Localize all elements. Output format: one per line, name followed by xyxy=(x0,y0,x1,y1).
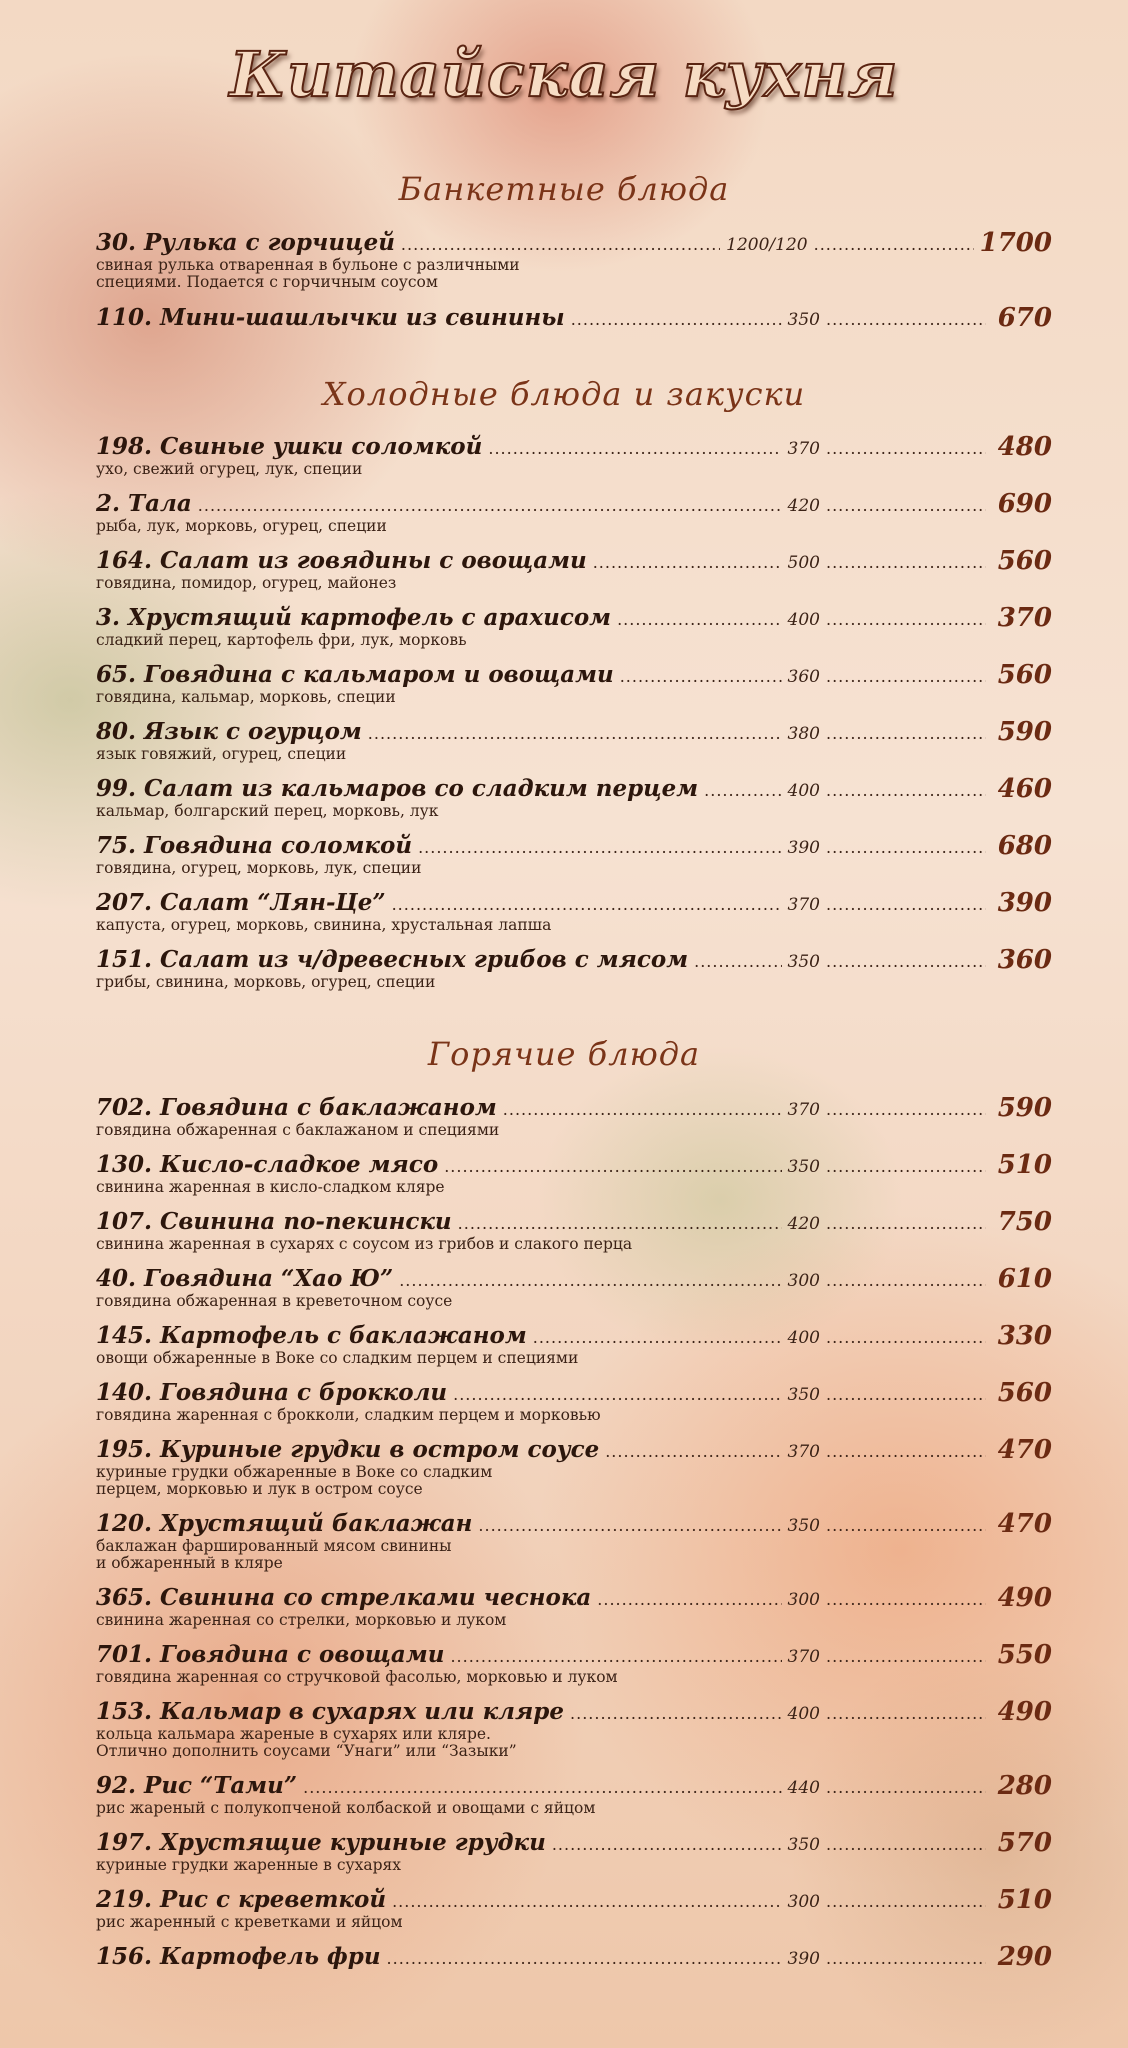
menu-item xyxy=(96,888,1052,934)
dot-leader xyxy=(826,1518,986,1534)
menu-item xyxy=(96,1942,1052,1972)
dish-description: говядина обжаренная с баклажаном и специями xyxy=(96,1121,500,1139)
dot-leader xyxy=(826,897,986,913)
dish-price: 560 xyxy=(997,660,1052,690)
dish-name: 40. Говядина “Хао Ю” xyxy=(96,1265,394,1292)
dish-price: 610 xyxy=(997,1264,1052,1294)
dish-description: куриные грудки обжаренные в Воке со сладким перцем, морковью и лук в остром соусе xyxy=(96,1463,493,1498)
dish-price: 490 xyxy=(997,1583,1052,1613)
dish-price: 470 xyxy=(997,1509,1052,1539)
menu-item-line xyxy=(96,945,1052,975)
dot-leader xyxy=(826,555,986,571)
dish-weight: 350 xyxy=(787,310,820,330)
dish-description: говядина жаренная с брокколи, сладким перцем и морковью xyxy=(96,1406,601,1424)
dish-name: 207. Салат “Лян-Це” xyxy=(96,889,386,916)
dish-name: 156. Картофель фри xyxy=(96,1943,381,1970)
dish-description: овощи обжаренные в Воке со сладким перцем и специями xyxy=(96,1349,579,1367)
dot-leader xyxy=(826,954,986,970)
dish-description: говядина жаренная со стручковой фасолью, морковью и луком xyxy=(96,1668,618,1686)
dish-weight: 370 xyxy=(787,1100,820,1120)
dot-leader xyxy=(401,237,720,253)
dish-description: язык говяжий, огурец, специи xyxy=(96,745,347,763)
menu-item-line xyxy=(96,489,1052,519)
dot-leader xyxy=(826,312,986,328)
dish-price: 680 xyxy=(997,831,1052,861)
dot-leader xyxy=(620,669,782,685)
dish-weight: 500 xyxy=(787,553,820,573)
dot-leader xyxy=(826,1837,986,1853)
menu-item xyxy=(96,1640,1052,1686)
menu-item xyxy=(96,831,1052,877)
dish-name: 701. Говядина с овощами xyxy=(96,1641,445,1668)
menu-item-line xyxy=(96,303,1052,333)
dot-leader xyxy=(571,312,782,328)
dish-name: 195. Куриные грудки в остром соусе xyxy=(96,1436,600,1463)
dot-leader xyxy=(826,1894,986,1910)
dish-name: 702. Говядина с баклажаном xyxy=(96,1094,497,1121)
dot-leader xyxy=(478,1518,781,1534)
menu-item xyxy=(96,1435,1052,1498)
dish-weight: 350 xyxy=(787,952,820,972)
dish-description: кольца кальмара жареные в сухарях или кляре. Отлично дополнить соусами “Унаги” или “Зазыки” xyxy=(96,1725,517,1760)
page-title: Китайская кухня xyxy=(229,38,899,111)
dish-price: 460 xyxy=(997,774,1052,804)
menu-item xyxy=(96,1697,1052,1760)
dish-weight: 370 xyxy=(787,439,820,459)
dot-leader xyxy=(593,555,782,571)
dot-leader xyxy=(399,1273,781,1289)
menu-item-line xyxy=(96,774,1052,804)
dot-leader xyxy=(826,1216,986,1232)
menu-item xyxy=(96,774,1052,820)
dot-leader xyxy=(826,1444,986,1460)
dot-leader xyxy=(387,1951,782,1967)
dish-weight: 360 xyxy=(787,667,820,687)
dish-price: 690 xyxy=(997,489,1052,519)
menu-item xyxy=(96,1150,1052,1196)
dish-weight: 350 xyxy=(787,1157,820,1177)
menu-item-line xyxy=(96,660,1052,690)
dish-weight: 300 xyxy=(787,1892,820,1912)
dish-price: 670 xyxy=(997,303,1052,333)
dish-description: свинина жаренная в кисло-сладком кляре xyxy=(96,1178,445,1196)
menu-item-line xyxy=(96,1942,1052,1972)
dot-leader xyxy=(368,726,782,742)
menu-item xyxy=(96,546,1052,592)
dish-description: говядина обжаренная в креветочном соусе xyxy=(96,1292,453,1310)
menu-item-line xyxy=(96,1697,1052,1727)
dot-leader xyxy=(826,1273,986,1289)
dish-name: 30. Рулька с горчицей xyxy=(96,229,395,256)
dish-name: 130. Кисло-сладкое мясо xyxy=(96,1151,439,1178)
dot-leader xyxy=(826,1330,986,1346)
dish-description: куриные грудки жаренные в сухарях xyxy=(96,1856,402,1874)
dish-description: говядина, огурец, морковь, лук, специи xyxy=(96,859,422,877)
dish-price: 290 xyxy=(997,1942,1052,1972)
dish-name: 365. Свинина со стрелками чеснока xyxy=(96,1584,592,1611)
menu-item-line xyxy=(96,1583,1052,1613)
menu-item xyxy=(96,1378,1052,1424)
dish-price: 510 xyxy=(997,1885,1052,1915)
dish-name: 140. Говядина с брокколи xyxy=(96,1379,448,1406)
dot-leader xyxy=(826,1706,986,1722)
dish-weight: 400 xyxy=(787,610,820,630)
dish-name: 153. Кальмар в сухарях или кляре xyxy=(96,1698,565,1725)
dot-leader xyxy=(826,1649,986,1665)
dot-leader xyxy=(826,840,986,856)
menu-item xyxy=(96,228,1052,291)
dish-price: 470 xyxy=(997,1435,1052,1465)
dot-leader xyxy=(826,1387,986,1403)
dish-weight: 370 xyxy=(787,1442,820,1462)
menu-item-line xyxy=(96,1150,1052,1180)
dish-name: 2. Тала xyxy=(96,490,192,517)
dish-weight: 400 xyxy=(787,781,820,801)
menu-item xyxy=(96,1583,1052,1629)
dot-leader xyxy=(704,783,781,799)
dish-name: 197. Хрустящие куриные грудки xyxy=(96,1829,546,1856)
menu-item-line xyxy=(96,1378,1052,1408)
dot-leader xyxy=(826,498,986,514)
menu-item xyxy=(96,489,1052,535)
menu-item xyxy=(96,945,1052,991)
dot-leader xyxy=(826,1159,986,1175)
dish-price: 560 xyxy=(997,1378,1052,1408)
dish-description: баклажан фаршированный мясом свинины и обжаренный в кляре xyxy=(96,1537,452,1572)
dish-description: рыба, лук, морковь, огурец, специи xyxy=(96,517,387,535)
dish-name: 120. Хрустящий баклажан xyxy=(96,1510,473,1537)
dish-weight: 300 xyxy=(787,1590,820,1610)
dish-weight: 400 xyxy=(787,1328,820,1348)
dot-leader xyxy=(392,897,782,913)
dish-description: ухо, свежий огурец, лук, специи xyxy=(96,460,363,478)
dish-name: 151. Салат из ч/древесных грибов с мясом xyxy=(96,946,689,973)
dot-leader xyxy=(605,1444,781,1460)
dish-description: говядина, помидор, огурец, майонез xyxy=(96,574,397,592)
dish-name: 65. Говядина с кальмаром и овощами xyxy=(96,661,614,688)
dot-leader xyxy=(826,1951,986,1967)
dot-leader xyxy=(826,1780,986,1796)
dish-name: 107. Свинина по-пекински xyxy=(96,1208,452,1235)
dish-price: 750 xyxy=(997,1207,1052,1237)
menu-item xyxy=(96,1509,1052,1572)
dot-leader xyxy=(617,612,781,628)
menu-item-line xyxy=(96,603,1052,633)
dot-leader xyxy=(826,1102,986,1118)
dish-price: 360 xyxy=(997,945,1052,975)
menu-item-line xyxy=(96,1264,1052,1294)
dish-name: 219. Рис с креветкой xyxy=(96,1886,387,1913)
menu-item-line xyxy=(96,1640,1052,1670)
dish-weight: 370 xyxy=(787,895,820,915)
dot-leader xyxy=(450,1649,781,1665)
dish-price: 510 xyxy=(997,1150,1052,1180)
dot-leader xyxy=(458,1216,782,1232)
dish-price: 370 xyxy=(997,603,1052,633)
menu-item xyxy=(96,717,1052,763)
menu-item xyxy=(96,1093,1052,1139)
menu-item-line xyxy=(96,831,1052,861)
dish-name: 99. Салат из кальмаров со сладким перцем xyxy=(96,775,699,802)
menu-item xyxy=(96,660,1052,706)
dot-leader xyxy=(826,669,986,685)
dot-leader xyxy=(826,1592,986,1608)
menu-item-line xyxy=(96,1771,1052,1801)
dish-weight: 300 xyxy=(787,1271,820,1291)
menu-item-line xyxy=(96,717,1052,747)
section-title: Горячие блюда xyxy=(427,1035,701,1073)
dish-weight: 1200/120 xyxy=(726,235,808,255)
dish-name: 3. Хрустящий картофель с арахисом xyxy=(96,604,612,631)
dish-price: 330 xyxy=(997,1321,1052,1351)
menu-item xyxy=(96,1885,1052,1931)
section-title: Холодные блюда и закуски xyxy=(322,375,806,413)
dot-leader xyxy=(814,237,974,253)
menu-item-line xyxy=(96,228,1052,258)
dish-description: свинина жаренная в сухарях с соусом из грибов и слакого перца xyxy=(96,1235,633,1253)
menu-item xyxy=(96,1771,1052,1817)
dot-leader xyxy=(444,1159,781,1175)
dish-weight: 420 xyxy=(787,496,820,516)
dish-description: свинина жаренная со стрелки, морковью и луком xyxy=(96,1611,507,1629)
menu-item-line xyxy=(96,1509,1052,1539)
dish-name: 145. Картофель с баклажаном xyxy=(96,1322,527,1349)
dish-weight: 350 xyxy=(787,1835,820,1855)
dish-name: 198. Свиные ушки соломкой xyxy=(96,433,483,460)
dish-weight: 350 xyxy=(787,1385,820,1405)
menu-item-line xyxy=(96,1435,1052,1465)
dot-leader xyxy=(418,840,781,856)
dish-description: грибы, свинина, морковь, огурец, специи xyxy=(96,973,436,991)
dish-price: 390 xyxy=(997,888,1052,918)
dish-price: 590 xyxy=(997,1093,1052,1123)
menu-item-line xyxy=(96,1321,1052,1351)
dish-name: 92. Рис “Тами” xyxy=(96,1772,298,1799)
dish-weight: 380 xyxy=(787,724,820,744)
dish-weight: 420 xyxy=(787,1214,820,1234)
dish-name: 80. Язык с огурцом xyxy=(96,718,362,745)
menu-item xyxy=(96,1828,1052,1874)
dot-leader xyxy=(392,1894,781,1910)
section-title: Банкетные блюда xyxy=(398,170,730,208)
dot-leader xyxy=(570,1706,782,1722)
dot-leader xyxy=(826,783,986,799)
dish-price: 480 xyxy=(997,432,1052,462)
dot-leader xyxy=(552,1837,782,1853)
dot-leader xyxy=(453,1387,781,1403)
dot-leader xyxy=(694,954,781,970)
dot-leader xyxy=(826,441,986,457)
dish-price: 490 xyxy=(997,1697,1052,1727)
dot-leader xyxy=(533,1330,782,1346)
dot-leader xyxy=(826,612,986,628)
dot-leader xyxy=(303,1780,781,1796)
dot-leader xyxy=(597,1592,781,1608)
dish-price: 590 xyxy=(997,717,1052,747)
dish-name: 164. Салат из говядины с овощами xyxy=(96,547,587,574)
dish-name: 75. Говядина соломкой xyxy=(96,832,413,859)
dish-weight: 390 xyxy=(787,1949,820,1969)
dish-price: 570 xyxy=(997,1828,1052,1858)
dish-price: 560 xyxy=(997,546,1052,576)
dot-leader xyxy=(826,726,986,742)
dish-weight: 350 xyxy=(787,1516,820,1536)
dish-price: 1700 xyxy=(979,228,1052,258)
dish-description: кальмар, болгарский перец, морковь, лук xyxy=(96,802,439,820)
dish-description: рис жареный с полукопченой колбаской и овощами с яйцом xyxy=(96,1799,596,1817)
dish-description: говядина, кальмар, морковь, специи xyxy=(96,688,396,706)
dish-description: свиная рулька отваренная в бульоне с различными специями. Подается с горчичным соусом xyxy=(96,256,520,291)
dish-weight: 440 xyxy=(787,1778,820,1798)
dot-leader xyxy=(488,441,781,457)
menu-item xyxy=(96,303,1052,333)
dish-description: сладкий перец, картофель фри, лук, морковь xyxy=(96,631,467,649)
menu-item-line xyxy=(96,1828,1052,1858)
menu-item-line xyxy=(96,432,1052,462)
dish-description: рис жаренный с креветками и яйцом xyxy=(96,1913,403,1931)
dot-leader xyxy=(198,498,782,514)
dish-weight: 400 xyxy=(787,1704,820,1724)
menu-item-line xyxy=(96,1885,1052,1915)
dot-leader xyxy=(503,1102,782,1118)
menu-item xyxy=(96,1321,1052,1367)
menu-item-line xyxy=(96,1207,1052,1237)
menu-item-line xyxy=(96,1093,1052,1123)
menu-item xyxy=(96,1207,1052,1253)
dish-price: 550 xyxy=(997,1640,1052,1670)
menu-item xyxy=(96,603,1052,649)
menu-item xyxy=(96,1264,1052,1310)
menu-item-line xyxy=(96,888,1052,918)
dish-weight: 370 xyxy=(787,1647,820,1667)
menu-item xyxy=(96,432,1052,478)
dish-price: 280 xyxy=(997,1771,1052,1801)
dish-description: капуста, огурец, морковь, свинина, хрустальная лапша xyxy=(96,916,552,934)
dish-weight: 390 xyxy=(787,838,820,858)
menu-item-line xyxy=(96,546,1052,576)
dish-name: 110. Мини-шашлычки из свинины xyxy=(96,304,565,331)
